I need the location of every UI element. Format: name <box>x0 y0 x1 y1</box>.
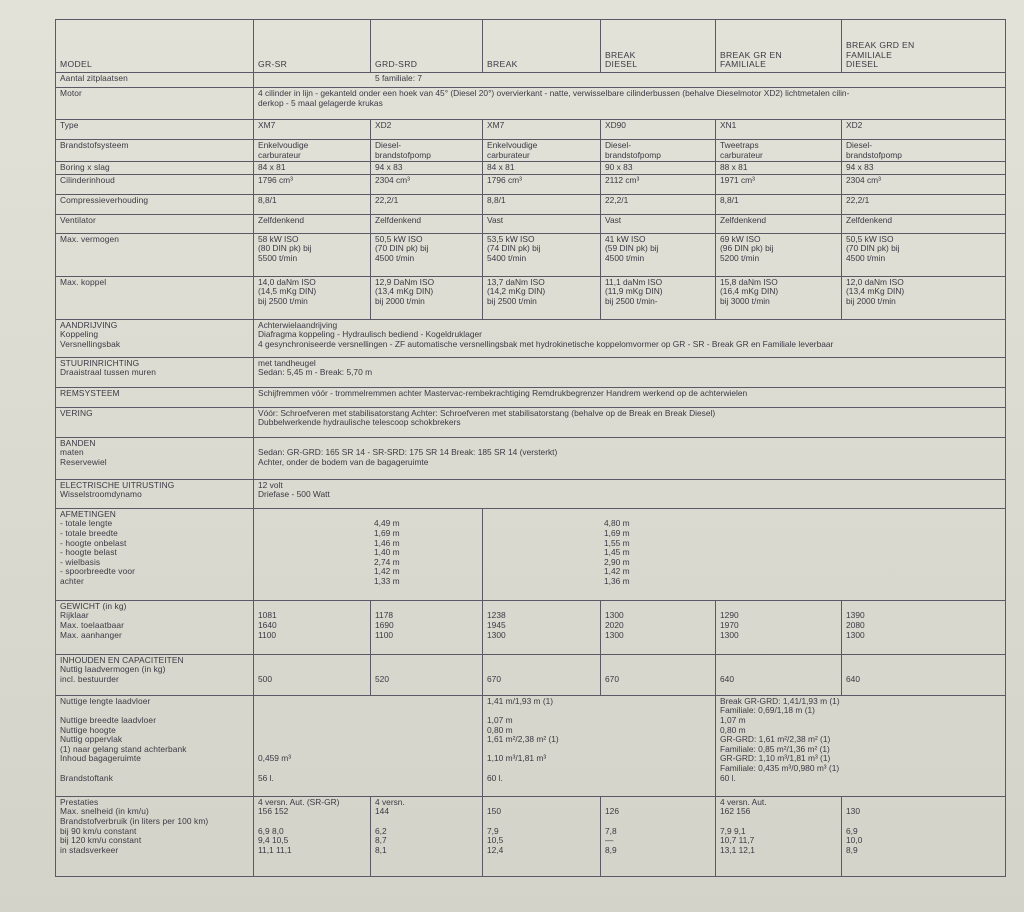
row-type <box>56 120 1006 140</box>
row-value <box>254 73 1006 88</box>
row-label: GEWICHT (in kg) Rijklaar Max. toelaatbaar Max. aanhanger <box>56 600 254 654</box>
cell: 50,5 kW ISO (70 DIN pk) bij 4500 t/min <box>842 233 1006 276</box>
sedan-dimensions <box>254 508 483 600</box>
cell: 90 x 83 <box>601 162 716 175</box>
cell: 1796 cm³ <box>254 174 371 194</box>
break-dimensions-values: 4,80 m 1,69 m 1,55 m 1,45 m 2,90 m 1,42 m 1,36 m <box>604 518 630 586</box>
cell: 8,8/1 <box>716 194 842 214</box>
row-label: AFMETINGEN - totale lengte - totale breedte - hoogte onbelast - hoogte belast - wielbasis - spoorbreedte voor achter <box>56 508 254 600</box>
column-header: BREAK GR EN FAMILIALE <box>716 20 842 73</box>
cell: Zelfdenkend <box>842 214 1006 233</box>
spec-table <box>55 19 1006 877</box>
cell: Zelfdenkend <box>371 214 483 233</box>
cell: XM7 <box>254 120 371 140</box>
cell: 12,0 daNm ISO (13,4 mKg DIN) bij 2000 t/min <box>842 276 1006 319</box>
cell: 1081 1640 1100 <box>254 600 371 654</box>
cell: 8,8/1 <box>254 194 371 214</box>
row-label: Motor <box>56 88 254 120</box>
row-prestaties <box>56 796 1006 876</box>
cell: 41 kW ISO (59 DIN pk) bij 4500 t/min <box>601 233 716 276</box>
row-label: Type <box>56 120 254 140</box>
cell: XN1 <box>716 120 842 140</box>
row-label: Nuttige lengte laadvloer Nuttige breedte laadvloer Nuttige hoogte Nuttig oppervlak (1) naar gelang stand achterbank Inhoud bagageruimte Brandstoftank <box>56 695 254 796</box>
row-laadvloer <box>56 695 1006 796</box>
sedan-capacities: 0,459 m³ 56 l. <box>254 695 483 796</box>
cell: Diesel- brandstofpomp <box>601 140 716 162</box>
cell: 15,8 daNm ISO (16,4 mKg DIN) bij 3000 t/min <box>716 276 842 319</box>
row-label: REMSYSTEEM <box>56 387 254 407</box>
cell: 22,2/1 <box>371 194 483 214</box>
row-value: Schijfremmen vóór - trommelremmen achter Mastervac-rembekrachtiging Remdrukbegrenzer Handrem werkend op de achterwielen <box>254 387 1006 407</box>
row-banden <box>56 437 1006 479</box>
cell: 13,7 daNm ISO (14,2 mKg DIN) bij 2500 t/min <box>483 276 601 319</box>
model-header: MODEL <box>56 20 254 73</box>
cell: 500 <box>254 654 371 695</box>
row-label: Cilinderinhoud <box>56 174 254 194</box>
row-value-text: 5 familiale: 7 <box>375 73 423 83</box>
row-brandstof <box>56 140 1006 162</box>
row-afmetingen <box>56 508 1006 600</box>
column-header: GR-SR <box>254 20 371 73</box>
cell: 88 x 81 <box>716 162 842 175</box>
cell: 69 kW ISO (96 DIN pk) bij 5200 t/min <box>716 233 842 276</box>
row-vering <box>56 407 1006 437</box>
row-value: 4 cilinder in lijn - gekanteld onder een hoek van 45° (Diesel 20°) overvierkant - natte, verwisselbare cilinderbussen (behalve Dieselmotor XD2) lichtmetalen cilin- derkop - 5 maal gelagerde krukas <box>254 88 1006 120</box>
cell: Enkelvoudige carburateur <box>254 140 371 162</box>
column-header: BREAK <box>483 20 601 73</box>
cell: Vast <box>483 214 601 233</box>
cell: 8,8/1 <box>483 194 601 214</box>
cell: 2304 cm³ <box>371 174 483 194</box>
row-label: VERING <box>56 407 254 437</box>
cell: 11,1 daNm ISO (11,9 mKg DIN) bij 2500 t/min- <box>601 276 716 319</box>
cell: XD2 <box>371 120 483 140</box>
cell: Enkelvoudige carburateur <box>483 140 601 162</box>
column-header: GRD-SRD <box>371 20 483 73</box>
row-value: Achterwielaandrijving Diafragma koppeling - Hydraulisch bediend - Kogeldruklager 4 gesynchroniseerde versnellingen - ZF automatische versnellingsbak met hydrokinetische koppelomvormer op GR - SR - Break GR en Familiale leverbaar <box>254 319 1006 357</box>
cell: 4 versn. Aut. 162 156 7,9 9,1 10,7 11,7 13,1 12,1 <box>716 796 842 876</box>
column-header: BREAK GRD EN FAMILIALE DIESEL <box>842 20 1006 73</box>
row-rem <box>56 387 1006 407</box>
row-label: Max. koppel <box>56 276 254 319</box>
cell: 150 7,9 10,5 12,4 <box>483 796 601 876</box>
cell: 130 6,9 10,0 8,9 <box>842 796 1006 876</box>
break-capacities: 1,41 m/1,93 m (1) 1,07 m 0,80 m 1,61 m²/2,38 m² (1) 1,10 m³/1,81 m³ 60 l. <box>483 695 716 796</box>
row-label: INHOUDEN EN CAPACITEITEN Nuttig laadvermogen (in kg) incl. bestuurder <box>56 654 254 695</box>
row-aandrijving <box>56 319 1006 357</box>
cell: 94 x 83 <box>371 162 483 175</box>
cell: Zelfdenkend <box>254 214 371 233</box>
row-label: ELECTRISCHE UITRUSTING Wisselstroomdynamo <box>56 479 254 508</box>
cell: 1796 cm³ <box>483 174 601 194</box>
row-label: Ventilator <box>56 214 254 233</box>
row-inhoud <box>56 654 1006 695</box>
cell: XM7 <box>483 120 601 140</box>
row-value: Vóór: Schroefveren met stabilisatorstang Achter: Schroefveren met stabilisatorstang (behalve op de Break en Break Diesel) Dubbelwerkende hydraulische telescoop schokbrekers <box>254 407 1006 437</box>
cell: 22,2/1 <box>601 194 716 214</box>
cell: 84 x 81 <box>254 162 371 175</box>
cell: XD90 <box>601 120 716 140</box>
row-stuur <box>56 357 1006 387</box>
cell: Diesel- brandstofpomp <box>842 140 1006 162</box>
cell: Tweetraps carburateur <box>716 140 842 162</box>
row-elec <box>56 479 1006 508</box>
row-label: STUURINRICHTING Draaistraal tussen muren <box>56 357 254 387</box>
familiale-capacities: Break GR-GRD: 1,41/1,93 m (1) Familiale: 0,69/1,18 m (1) 1,07 m 0,80 m GR-GRD: 1,61 m²/2,38 m² (1) Familiale: 0,85 m²/1,36 m² (1) GR-GRD: 1,10 m³/1,81 m³ (1) Familiale: 0,435 m³/0,980 m³ (1) 60 l. <box>716 695 1006 796</box>
cell: 58 kW ISO (80 DIN pk) bij 5500 t/min <box>254 233 371 276</box>
row-value: Sedan: GR-GRD: 165 SR 14 - SR-SRD: 175 SR 14 Break: 185 SR 14 (versterkt) Achter, onder de bodem van de bagageruimte <box>254 437 1006 479</box>
cell: 670 <box>601 654 716 695</box>
row-label: Max. vermogen <box>56 233 254 276</box>
row-vermogen <box>56 233 1006 276</box>
cell: Diesel- brandstofpomp <box>371 140 483 162</box>
cell: XD2 <box>842 120 1006 140</box>
row-cilinderinhoud <box>56 174 1006 194</box>
cell: 1390 2080 1300 <box>842 600 1006 654</box>
row-label: Boring x slag <box>56 162 254 175</box>
cell: 4 versn. 144 6,2 8,7 8,1 <box>371 796 483 876</box>
cell: 126 7,8 — 8,9 <box>601 796 716 876</box>
cell: Vast <box>601 214 716 233</box>
cell: 14,0 daNm ISO (14,5 mKg DIN) bij 2500 t/min <box>254 276 371 319</box>
cell: 1290 1970 1300 <box>716 600 842 654</box>
cell: 640 <box>842 654 1006 695</box>
row-label: AANDRIJVING Koppeling Versnellingsbak <box>56 319 254 357</box>
cell: 50,5 kW ISO (70 DIN pk) bij 4500 t/min <box>371 233 483 276</box>
row-label: Aantal zitplaatsen <box>56 73 254 88</box>
sedan-dimensions-values: 4,49 m 1,69 m 1,46 m 1,40 m 2,74 m 1,42 m 1,33 m <box>374 518 400 586</box>
row-motor <box>56 88 1006 120</box>
row-boring <box>56 162 1006 175</box>
cell: 640 <box>716 654 842 695</box>
row-value: met tandheugel Sedan: 5,45 m - Break: 5,70 m <box>254 357 1006 387</box>
row-value: 12 volt Driefase - 500 Watt <box>254 479 1006 508</box>
cell: 1178 1690 1100 <box>371 600 483 654</box>
row-compressie <box>56 194 1006 214</box>
row-label: Prestaties Max. snelheid (in km/u) Brandstofverbruik (in liters per 100 km) bij 90 km/u constant bij 120 km/u constant in stadsverkeer <box>56 796 254 876</box>
cell: 12,9 DaNm ISO (13,4 mKg DIN) bij 2000 t/min <box>371 276 483 319</box>
cell: 670 <box>483 654 601 695</box>
header-row <box>56 20 1006 73</box>
row-label: Brandstofsysteem <box>56 140 254 162</box>
cell: 4 versn. Aut. (SR-GR) 156 152 6,9 8,0 9,4 10,5 11,1 11,1 <box>254 796 371 876</box>
cell: 2304 cm³ <box>842 174 1006 194</box>
row-label: Compressieverhouding <box>56 194 254 214</box>
cell: 1300 2020 1300 <box>601 600 716 654</box>
row-ventilator <box>56 214 1006 233</box>
break-dimensions <box>483 508 1006 600</box>
row-zitplaatsen <box>56 73 1006 88</box>
cell: 520 <box>371 654 483 695</box>
cell: 94 x 83 <box>842 162 1006 175</box>
cell: 1238 1945 1300 <box>483 600 601 654</box>
row-label: BANDEN maten Reservewiel <box>56 437 254 479</box>
cell: 2112 cm³ <box>601 174 716 194</box>
cell: 53,5 kW ISO (74 DIN pk) bij 5400 t/min <box>483 233 601 276</box>
cell: 84 x 81 <box>483 162 601 175</box>
cell: 22,2/1 <box>842 194 1006 214</box>
cell: 1971 cm³ <box>716 174 842 194</box>
row-gewicht <box>56 600 1006 654</box>
row-koppel <box>56 276 1006 319</box>
column-header: BREAK DIESEL <box>601 20 716 73</box>
cell: Zelfdenkend <box>716 214 842 233</box>
